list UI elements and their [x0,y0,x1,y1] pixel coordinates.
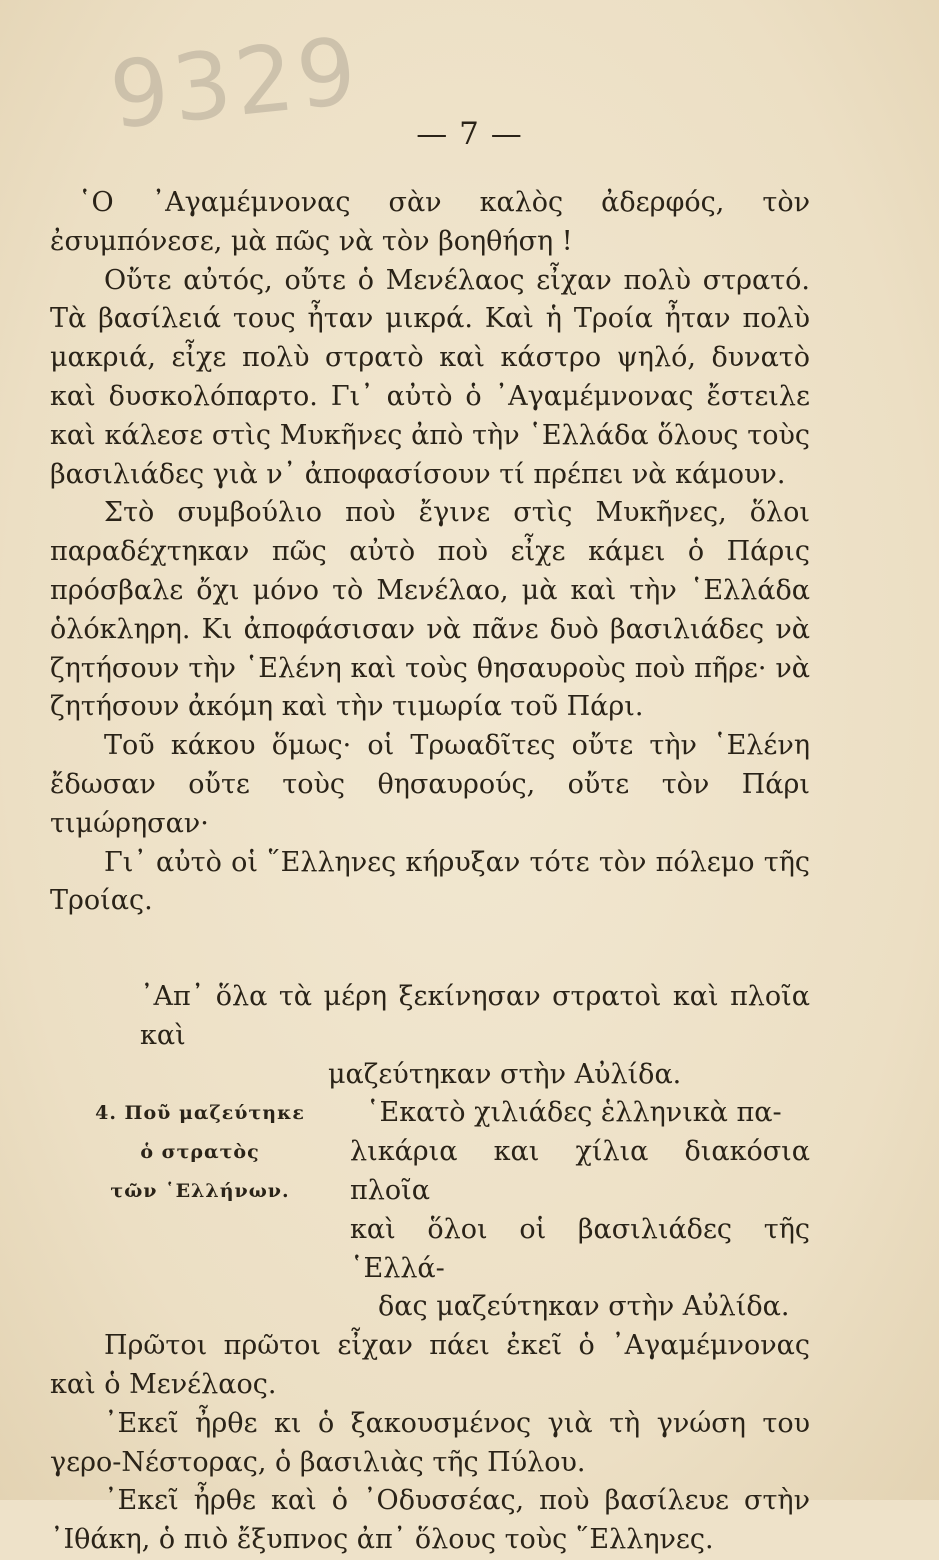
section-lead-continuation: μαζεύτηκαν στὴν Αὐλίδα. [328,1058,682,1090]
paragraph: ῾Ο ᾿Αγαμέμνονας σὰν καλὸς ἀδερφός, τὸν ἐσυμπόνεσε, μὰ πῶς νὰ τὸν βοηθήση ! [50,187,810,257]
side-text-line: καὶ ὅλοι οἱ βασιλιάδες τῆς ῾Ελλά- [350,1213,810,1284]
paragraph: Στὸ συμβούλιο ποὺ ἔγινε στὶς Μυκῆνες, ὅλοι παραδέχτηκαν πῶς αὐτὸ ποὺ εἶχε κάμει ὁ Πάρις πρόσβαλε ὄχι μόνο τὸ Μενέλαο, μὰ καὶ τὴν ῾Ελλάδα ὁλόκληρη. Κι ἀποφάσισαν νὰ πᾶνε δυὸ βασιλιάδες νὰ ζητήσουν τὴν ῾Ελένη καὶ τοὺς θησαυροὺς ποὺ πῆρε· νὰ ζητήσουν ἀκόμη καὶ τὴν τιμωρία τοῦ Πάρι. [50,497,810,723]
side-text-line: λικάρια και χίλια διακόσια πλοῖα [350,1136,810,1206]
side-heading [50,1094,350,1327]
side-text-line: ῾Εκατὸ χιλιάδες ἑλληνικὰ πα- [366,1097,782,1129]
side-heading-section [50,1094,810,1327]
paragraph: Γι᾿ αὐτὸ οἱ ῞Ελληνες κήρυξαν τότε τὸν πόλεμο τῆς Τροίας. [50,846,810,917]
side-heading-line: 4. Ποῦ μαζεύτηκε [95,1102,305,1125]
side-text [350,1094,810,1327]
paragraph: Οὔτε αὐτός, οὔτε ὁ Μενέλαος εἶχαν πολὺ στρατό. Τὰ βασίλειά τους ἦταν μικρά. Καὶ ἡ Τροία ἦταν πολὺ μακριά, εἶχε πολὺ στρατὸ καὶ κάστρο ψηλό, δυνατὸ καὶ δυσκολόπαρτο. Γι᾿ αὐτὸ ὁ ᾿Αγαμέμνονας ἔστειλε καὶ κάλεσε στὶς Μυκῆνες ἀπὸ τὴν ῾Ελλάδα ὅλους τοὺς βασιλιάδες γιὰ ν᾿ ἀποφασίσουν τί πρέπει νὰ κάμουν. [50,264,810,490]
side-heading-line: τῶν ῾Ελλήνων. [110,1179,290,1202]
side-heading-line: ὁ στρατὸς [140,1141,260,1164]
section-one [50,184,810,921]
paragraph: ᾿Εκεῖ ἦρθε κι ὁ ξακουσμένος γιὰ τὴ γνώση του γερο-Νέστορας, ὁ βασιλιὰς τῆς Πύλου. [50,1407,810,1478]
paragraph: Πρῶτοι πρῶτοι εἶχαν πάει ἐκεῖ ὁ ᾿Αγαμέμνονας καὶ ὁ Μενέλαος. [50,1330,810,1400]
section-lead-line: ᾿Απ᾿ ὅλα τὰ μέρη ξεκίνησαν στρατοὶ καὶ πλοῖα καὶ [140,981,810,1051]
paragraph: Τοῦ κάκου ὅμως· οἱ Τρωαδῖτες οὔτε τὴν ῾Ελένη ἔδωσαν οὔτε τοὺς θησαυρούς, οὔτε τὸν Πάρι τιμώρησαν· [50,730,810,839]
page-number: — 7 — [416,116,523,152]
side-text-line: δας μαζεύτηκαν στὴν Αὐλίδα. [378,1291,790,1323]
pencil-inventory-mark: 9329 [105,17,366,150]
section-two [50,978,810,1560]
paragraph: ᾿Εκεῖ ἦρθε καὶ ὁ ᾿Οδυσσέας, ποὺ βασίλευε στὴν ᾿Ιθάκη, ὁ πιὸ ἔξυπνος ἀπ᾿ ὅλους τοὺς ῞Ελληνες. [50,1485,810,1556]
